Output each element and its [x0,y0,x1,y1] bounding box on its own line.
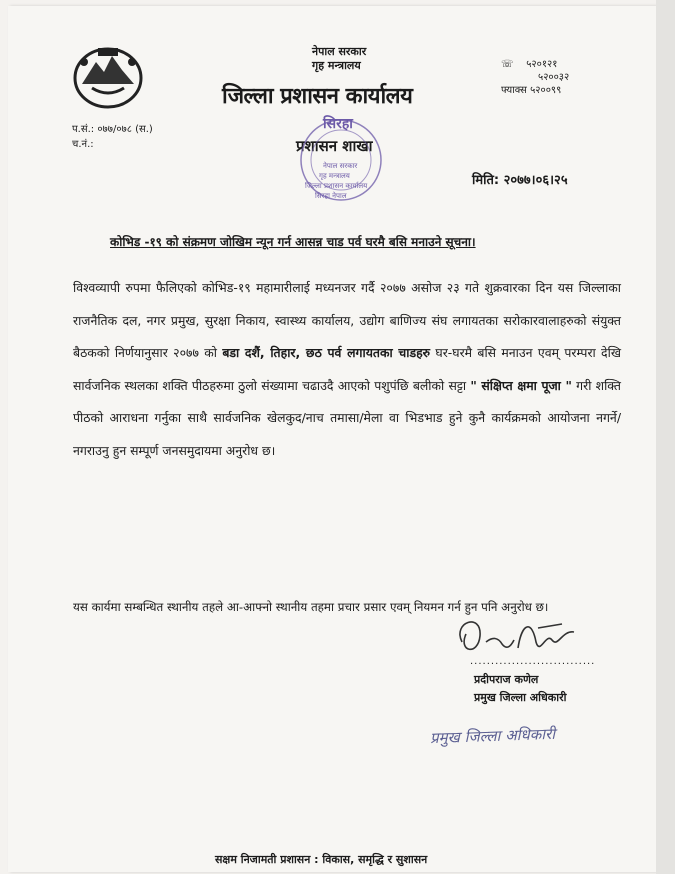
signature-line: .............................. [470,656,596,667]
body-part-2: घर-घरमै बसि मनाउन एवम् परम्परा देखि सार्वजनिक स्थलका शक्ति पीठहरुमा ठुलो संख्यामा चढाउदै आएको पशुपंछि बलीको सट्टा [73,345,621,393]
fax-label: फ्याक्स [501,85,527,96]
signatory-designation: प्रमुख जिल्ला अधिकारी [474,691,567,704]
body-bold-puja: " संक्षिप्त क्षमा पूजा " [470,377,572,393]
chalani-number: च.नं.: [72,139,94,150]
government-heading [312,45,366,73]
body-bold-festivals: बडा दशैं, तिहार, छठ पर्व लगायतका चाडहरु [222,345,431,360]
stamp-line-3: जिल्ला प्रशासन कार्यालय [305,182,368,190]
notice-subject: कोभिड -१९ को संक्रमण जोखिम न्यून गर्न आसन्न चाड पर्व घरमै बसि मनाउने सूचना। [110,235,476,249]
handwritten-designation-stamp: प्रमुख जिल्ला अधिकारी [429,724,556,748]
signatory-name: प्रदीपराज कणेल [474,673,539,686]
patra-sankhya: प.सं.: ०७७/०७८ (स.) [72,124,153,135]
stamp-top-text: सिरहा [323,116,353,132]
office-title: जिल्ला प्रशासन कार्यालय [222,84,413,109]
nepal-emblem-icon [72,42,144,110]
page-edge [656,0,675,874]
phone-number-1: ५२०१२१ [526,59,558,70]
stamp-line-2: गृह मन्त्रालय [319,172,350,180]
document-footer: सक्षम निजामती प्रशासन : विकास, समृद्धि र सुशासन [215,853,428,866]
section-name: प्रशासन शाखा [296,137,373,155]
body-part-3: गरी शक्ति पीठको आराधना गर्नुका साथै सार्वजनिक खेलकुद/नाच तमासा/मेला वा भिडभाड हुने कुनै कार्यक्रमको आयोजना नगर्ने/ नगराउनु हुन सम्पूर्ण जनसमुदायमा अनुरोध छ। [73,377,621,458]
office-stamp-seal [293,108,393,208]
notice-note: यस कार्यमा सम्बन्धित स्थानीय तहले आ-आफ्नो स्थानीय तहमा प्रचार प्रसार एवम् नियमन गर्न हुन पनि अनुरोध छ। [73,600,549,614]
stamp-line-1: नेपाल सरकार [323,162,358,170]
body-part-1: विश्वव्यापी रुपमा फैलिएको कोभिड-१९ महामारीलाई मध्यनजर गर्दै २०७७ असोज २३ गते शुक्रवारका दिन यस जिल्लाका राजनैतिक दल, नगर प्रमुख, सुरक्षा निकाय, स्वास्थ्य कार्यालय, उद्योग बाणिज्य संघ लगायतका सरोकारवालाहरुको संयुक्त बैठकको निर्णयानुसार २०७७ को [73,280,621,360]
fax-number: ५२००९९ [530,85,562,96]
notice-body [73,272,621,467]
phone-number-2: ५२००३२ [538,72,570,83]
reference-numbers [72,122,153,152]
gov-line-1: नेपाल सरकार [312,45,367,58]
signatory-block [474,671,566,707]
stamp-line-4: सिरहा नेपाल [315,192,347,200]
document-date: मिति: २०७७।०६।२५ [472,173,568,188]
contact-block [501,58,569,97]
phone-icon: ☏ [501,59,514,70]
gov-line-2: गृह मन्त्रालय [312,59,361,72]
